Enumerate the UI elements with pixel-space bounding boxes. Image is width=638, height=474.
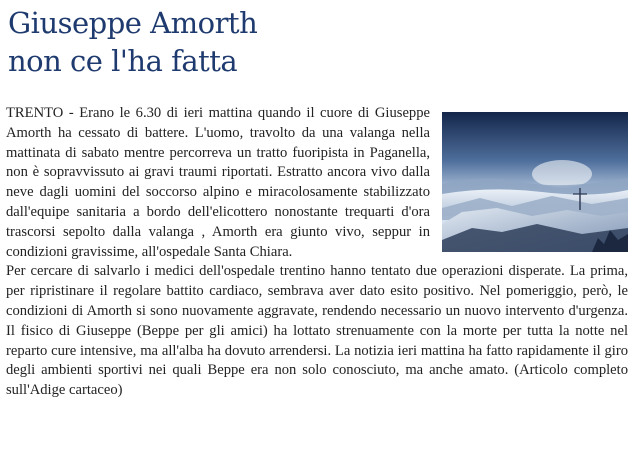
article-paragraph-1: TRENTO - Erano le 6.30 di ieri mattina quando il cuore di Giuseppe Amorth ha cessato di battere. L'uomo, travolto da una valanga nella mattinata di sabato mentre percorreva un tratto fuoripista in Paganella, non è sopravvissuto ai gravi traumi riportati. Estratto ancora vivo dalla neve dagli uomini del soccorso alpino e miracolosamente stabilizzato dall'equipe sanitaria a bordo dell'elicottero nonostante trequarti d'ora trascorsi sepolto dalla valanga , Amorth era giunto vivo, seppur in condizioni gravissime, all'ospedale Santa Chiara. (6, 105, 430, 260)
headline-line-1: Giuseppe Amorth (8, 6, 258, 40)
article-paragraph-2: Per cercare di salvarlo i medici dell'ospedale trentino hanno tentato due operazioni disperate. La prima, per ripristinare il regolare battito cardiaco, sembrava aver dato esito positivo. Nel pomeriggio, però, le condizioni di Amorth si sono nuovamente aggravate, rendendo necessario un nuovo intervento d'urgenza. Il fisico di Giuseppe (Beppe per gli amici) ha lottato strenuamente con la morte per tutta la notte nel reparto cure intensive, ma all'alba ha dovuto arrendersi. La notizia ieri mattina ha fatto rapidamente il giro degli ambienti sportivi nei quali Beppe era non solo conosciuto, ma anche amato. (Articolo completo sull'Adige cartaceo) (6, 263, 628, 399)
headline (8, 4, 608, 80)
mountain-photo (442, 112, 628, 252)
article-body (6, 104, 628, 401)
headline-line-2: non ce l'ha fatta (8, 44, 238, 78)
mountain-photo-image (442, 112, 628, 252)
